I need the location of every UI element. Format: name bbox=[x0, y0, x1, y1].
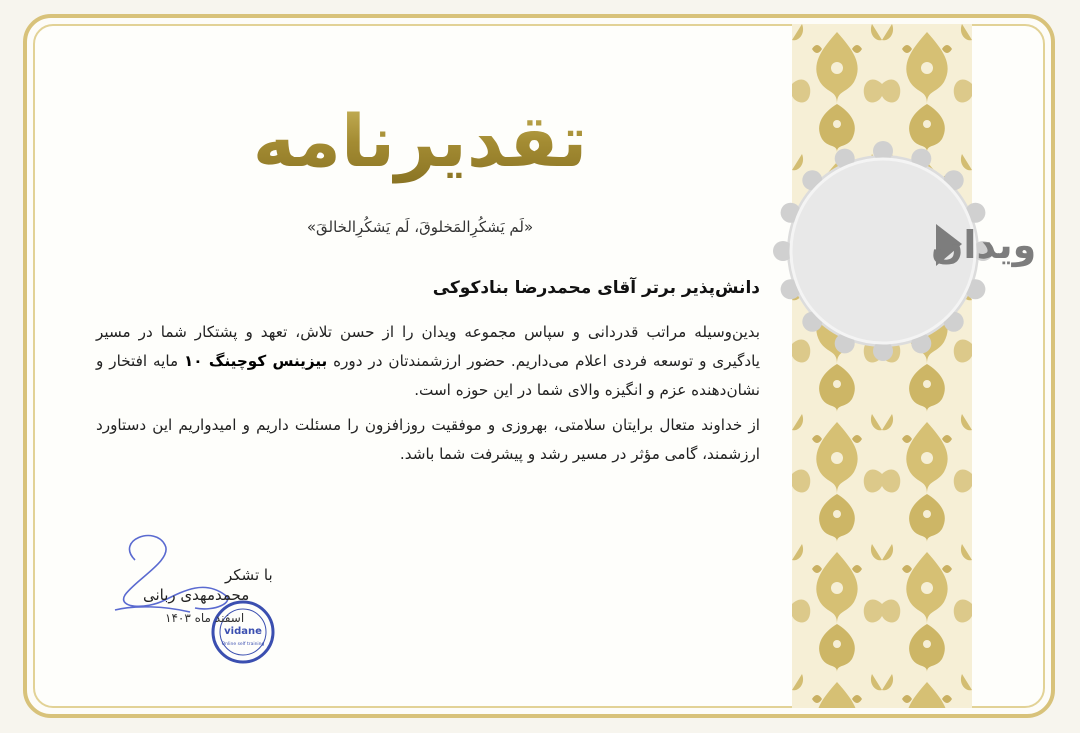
title-text: تقدیرنامه bbox=[252, 99, 588, 183]
paragraph-1-end: مایه افتخار و نشان‌دهنده عزم و انگیزه والای شما در این حوزه است. bbox=[96, 352, 760, 399]
certificate-body bbox=[96, 318, 760, 475]
brand-name-text: ویدان bbox=[931, 223, 1037, 267]
vidan-brand-logo bbox=[786, 210, 1037, 280]
issue-date: اسفند ماه ۱۴۰۳ bbox=[165, 611, 245, 625]
signature-and-stamp bbox=[95, 520, 295, 690]
stamp-brand-text: vidane bbox=[224, 626, 262, 637]
paragraph-1-start: بدین‌وسیله مراتب قدردانی و سپاس مجموعه ویدان را از حسن تلاش، تعهد و پشتکار شما در مسیر یادگیری و توسعه فردی اعلام می‌داریم. حضور ارزشمندتان در دوره bbox=[96, 323, 761, 370]
stamp-tagline-text: Online self training bbox=[221, 642, 265, 647]
signer-name: محمدمهدی ربانی bbox=[143, 586, 250, 604]
recipient-line: دانش‌پذیر برتر آقای محمدرضا بنادکوکی bbox=[432, 278, 760, 298]
course-name: بیزینس کوچینگ ۱۰ bbox=[184, 352, 328, 370]
body-paragraph-1 bbox=[96, 318, 760, 405]
quote-subtitle: «لَم یَشکُرِالمَخلوقَ، لَم یَشکُرِالخالقَ» bbox=[306, 218, 534, 236]
thanks-label: با تشکر bbox=[225, 566, 273, 584]
damask-pattern-band bbox=[792, 24, 972, 708]
body-paragraph-2: از خداوند متعال برایتان سلامتی، بهروزی و موفقیت روزافزون را مسئلت داریم و امیدواریم این دستاورد ارزشمند، گامی مؤثر در مسیر رشد و پیشرفت شما باشد. bbox=[96, 416, 760, 463]
certificate-title bbox=[230, 92, 610, 192]
